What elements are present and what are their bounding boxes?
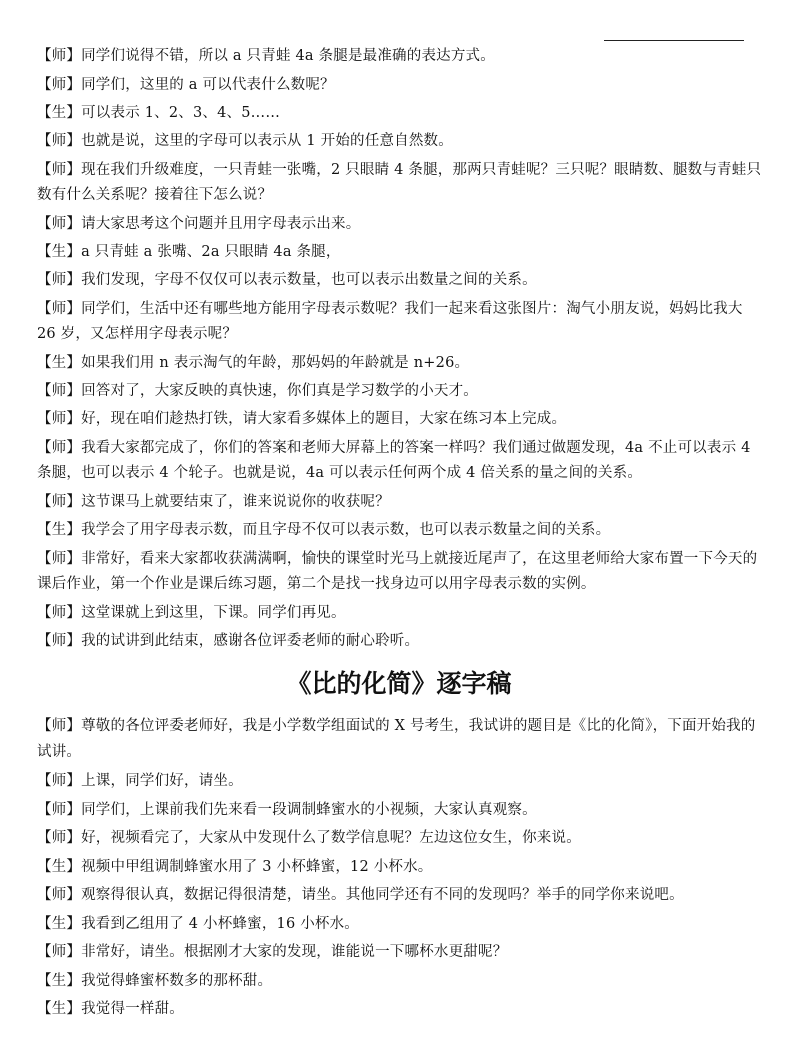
text-line: 数有什么关系呢？接着往下怎么说？ [37,187,273,203]
text-line: 【师】这堂课就上到这里，下课。同学们再见。 [37,605,346,621]
text-line: 【师】也就是说，这里的字母可以表示从 1 开始的任意自然数。 [37,133,453,149]
text-line: 【师】回答对了，大家反映的真快速，你们真是学习数学的小天才。 [37,383,478,399]
text-line: 【生】a 只青蛙 a 张嘴、2a 只眼睛 4a 条腿， [37,244,341,260]
text-line: 【师】我的试讲到此结束，感谢各位评委老师的耐心聆听。 [37,633,420,649]
text-line: 条腿，也可以表示 4 个轮子。也就是说，4a 可以表示任何两个成 4 倍关系的量之间的关系。 [37,465,643,481]
text-line: 【师】我们发现，字母不仅仅可以表示数量，也可以表示出数量之间的关系。 [37,272,537,288]
text-line: 【师】好，视频看完了，大家从中发现什么了数学信息呢？左边这位女生，你来说。 [37,830,581,846]
text-line: 【师】非常好，请坐。根据刚才大家的发现，谁能说一下哪杯水更甜呢？ [37,944,508,960]
text-line: 【师】非常好，看来大家都收获满满啊，愉快的课堂时光马上就接近尾声了，在这里老师给大家布置一下今天的 [37,551,758,567]
text-line: 试讲。 [37,744,82,760]
header-rule [604,40,744,41]
text-line: 【生】我看到乙组用了 4 小杯蜂蜜，16 小杯水。 [37,916,360,932]
text-line: 【生】可以表示 1、2、3、4、5…… [37,105,281,121]
text-line: 【生】如果我们用 n 表示淘气的年龄，那妈妈的年龄就是 n+26。 [37,355,470,371]
text-line: 课后作业，第一个作业是课后练习题，第二个是找一找身边可以用字母表示数的实例。 [37,576,596,592]
text-line: 【师】请大家思考这个问题并且用字母表示出来。 [37,216,361,232]
text-line: 【师】我看大家都完成了，你们的答案和老师大屏幕上的答案一样吗？我们通过做题发现，4a 不止可以表示 4 [37,440,751,456]
text-line: 【师】这节课马上就要结束了，谁来说说你的收获呢？ [37,494,390,510]
text-line: 【师】同学们，这里的 a 可以代表什么数呢？ [37,77,335,93]
text-line: 【师】现在我们升级难度，一只青蛙一张嘴，2 只眼睛 4 条腿，那两只青蛙呢？三只呢？眼睛数、腿数与青蛙只 [37,162,762,178]
section-title: 《比的化简》逐字稿 [286,669,512,698]
text-line: 【师】尊敬的各位评委老师好，我是小学数学组面试的 X 号考生，我试讲的题目是《比的化简》，下面开始我的 [37,718,756,734]
text-line: 【师】同学们，上课前我们先来看一段调制蜂蜜水的小视频，大家认真观察。 [37,802,537,818]
text-line: 【师】观察得很认真，数据记得很清楚，请坐。其他同学还有不同的发现吗？举手的同学你来说吧。 [37,887,684,903]
text-line: 【生】我学会了用字母表示数，而且字母不仅可以表示数，也可以表示数量之间的关系。 [37,522,611,538]
text-line: 【生】我觉得一样甜。 [37,1001,184,1017]
text-line: 【师】上课，同学们好，请坐。 [37,773,243,789]
text-line: 26 岁，又怎样用字母表示呢？ [37,326,238,342]
text-line: 【师】同学们，生活中还有哪些地方能用字母表示数呢？我们一起来看这张图片：淘气小朋友说，妈妈比我大 [37,301,743,317]
text-line: 【师】同学们说得不错，所以 a 只青蛙 4a 条腿是最准确的表达方式。 [37,48,495,64]
text-line: 【生】视频中甲组调制蜂蜜水用了 3 小杯蜂蜜，12 小杯水。 [37,859,433,875]
text-line: 【师】好，现在咱们趁热打铁，请大家看多媒体上的题目，大家在练习本上完成。 [37,411,567,427]
text-line: 【生】我觉得蜂蜜杯数多的那杯甜。 [37,973,273,989]
